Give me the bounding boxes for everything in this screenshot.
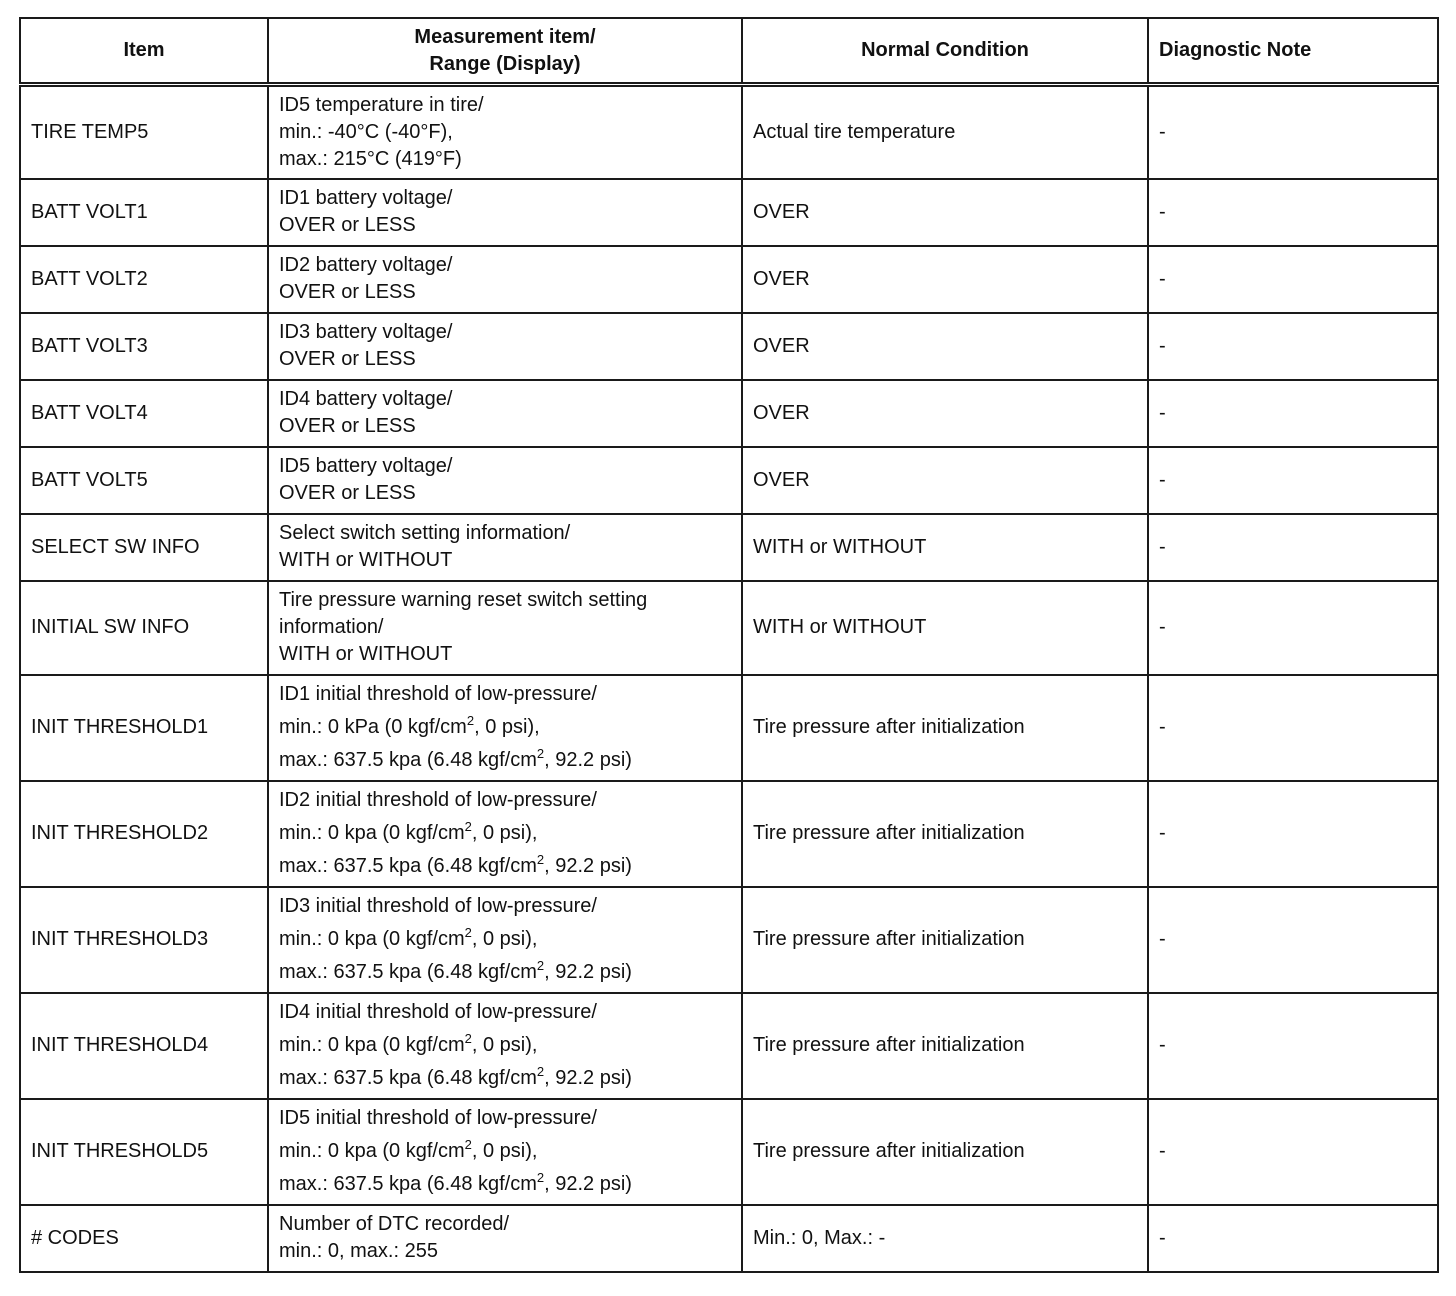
normal-condition-cell: OVER <box>742 313 1148 380</box>
table-row <box>20 179 1438 246</box>
table-row <box>20 1099 1438 1205</box>
table-row <box>20 514 1438 581</box>
diagnostic-note-cell: - <box>1148 246 1438 313</box>
table-row <box>20 447 1438 514</box>
normal-condition-cell: Tire pressure after initialization <box>742 675 1148 781</box>
item-cell: BATT VOLT4 <box>20 380 268 447</box>
item-cell: INITIAL SW INFO <box>20 581 268 675</box>
measurement-cell: ID2 battery voltage/ OVER or LESS <box>268 246 742 313</box>
item-cell: INIT THRESHOLD4 <box>20 993 268 1099</box>
measurement-cell: ID1 battery voltage/ OVER or LESS <box>268 179 742 246</box>
diagnostic-note-cell: - <box>1148 514 1438 581</box>
table-row <box>20 887 1438 993</box>
header-normal-condition: Normal Condition <box>742 18 1148 85</box>
normal-condition-cell: OVER <box>742 246 1148 313</box>
normal-condition-cell: Tire pressure after initialization <box>742 1099 1148 1205</box>
item-cell: BATT VOLT2 <box>20 246 268 313</box>
measurement-cell: ID4 initial threshold of low-pressure/ min.: 0 kpa (0 kgf/$cm^2$, 0 psi), max.: 637.5 kpa (6.48 kgf/$cm^2$, 92.2 psi) <box>268 993 742 1099</box>
item-cell: BATT VOLT3 <box>20 313 268 380</box>
item-cell: INIT THRESHOLD2 <box>20 781 268 887</box>
data-list-table <box>19 17 1439 1273</box>
item-cell: SELECT SW INFO <box>20 514 268 581</box>
header-row <box>20 18 1438 85</box>
measurement-cell: ID2 initial threshold of low-pressure/ min.: 0 kpa (0 kgf/$cm^2$, 0 psi), max.: 637.5 kpa (6.48 kgf/$cm^2$, 92.2 psi) <box>268 781 742 887</box>
item-cell: BATT VOLT5 <box>20 447 268 514</box>
diagnostic-note-cell: - <box>1148 447 1438 514</box>
normal-condition-cell: Actual tire temperature <box>742 85 1148 179</box>
header-item: Item <box>20 18 268 85</box>
table-row <box>20 85 1438 179</box>
diagnostic-note-cell: - <box>1148 380 1438 447</box>
item-cell: INIT THRESHOLD1 <box>20 675 268 781</box>
measurement-cell: Tire pressure warning reset switch setting information/ WITH or WITHOUT <box>268 581 742 675</box>
measurement-cell: ID1 initial threshold of low-pressure/ min.: 0 kPa (0 kgf/$cm^2$, 0 psi), max.: 637.5 kpa (6.48 kgf/$cm^2$, 92.2 psi) <box>268 675 742 781</box>
normal-condition-cell: Tire pressure after initialization <box>742 887 1148 993</box>
normal-condition-cell: OVER <box>742 447 1148 514</box>
table-row <box>20 313 1438 380</box>
table-row <box>20 675 1438 781</box>
header-measurement: Measurement item/ Range (Display) <box>268 18 742 85</box>
header-diagnostic-note: Diagnostic Note <box>1148 18 1438 85</box>
table-row <box>20 246 1438 313</box>
diagnostic-note-cell: - <box>1148 675 1438 781</box>
measurement-cell: Number of DTC recorded/ min.: 0, max.: 255 <box>268 1205 742 1272</box>
normal-condition-cell: Tire pressure after initialization <box>742 781 1148 887</box>
normal-condition-cell: WITH or WITHOUT <box>742 581 1148 675</box>
normal-condition-cell: OVER <box>742 179 1148 246</box>
normal-condition-cell: WITH or WITHOUT <box>742 514 1148 581</box>
item-cell: # CODES <box>20 1205 268 1272</box>
table-row <box>20 380 1438 447</box>
measurement-cell: ID5 initial threshold of low-pressure/ min.: 0 kpa (0 kgf/$cm^2$, 0 psi), max.: 637.5 kpa (6.48 kgf/$cm^2$, 92.2 psi) <box>268 1099 742 1205</box>
item-cell: BATT VOLT1 <box>20 179 268 246</box>
item-cell: INIT THRESHOLD5 <box>20 1099 268 1205</box>
diagnostic-note-cell: - <box>1148 1099 1438 1205</box>
diagnostic-note-cell: - <box>1148 313 1438 380</box>
table-row <box>20 781 1438 887</box>
diagnostic-note-cell: - <box>1148 179 1438 246</box>
item-cell: TIRE TEMP5 <box>20 85 268 179</box>
normal-condition-cell: Min.: 0, Max.: - <box>742 1205 1148 1272</box>
table-row <box>20 581 1438 675</box>
measurement-cell: ID5 temperature in tire/ min.: -40°C (-40°F), max.: 215°C (419°F) <box>268 85 742 179</box>
diagnostic-note-cell: - <box>1148 1205 1438 1272</box>
diagnostic-note-cell: - <box>1148 993 1438 1099</box>
diagnostic-note-cell: - <box>1148 887 1438 993</box>
table-row <box>20 1205 1438 1272</box>
diagnostic-note-cell: - <box>1148 781 1438 887</box>
normal-condition-cell: OVER <box>742 380 1148 447</box>
measurement-cell: ID3 initial threshold of low-pressure/ min.: 0 kpa (0 kgf/$cm^2$, 0 psi), max.: 637.5 kpa (6.48 kgf/$cm^2$, 92.2 psi) <box>268 887 742 993</box>
measurement-cell: ID3 battery voltage/ OVER or LESS <box>268 313 742 380</box>
measurement-cell: ID4 battery voltage/ OVER or LESS <box>268 380 742 447</box>
diagnostic-note-cell: - <box>1148 85 1438 179</box>
normal-condition-cell: Tire pressure after initialization <box>742 993 1148 1099</box>
table-row <box>20 993 1438 1099</box>
measurement-cell: Select switch setting information/ WITH or WITHOUT <box>268 514 742 581</box>
item-cell: INIT THRESHOLD3 <box>20 887 268 993</box>
diagnostic-note-cell: - <box>1148 581 1438 675</box>
measurement-cell: ID5 battery voltage/ OVER or LESS <box>268 447 742 514</box>
